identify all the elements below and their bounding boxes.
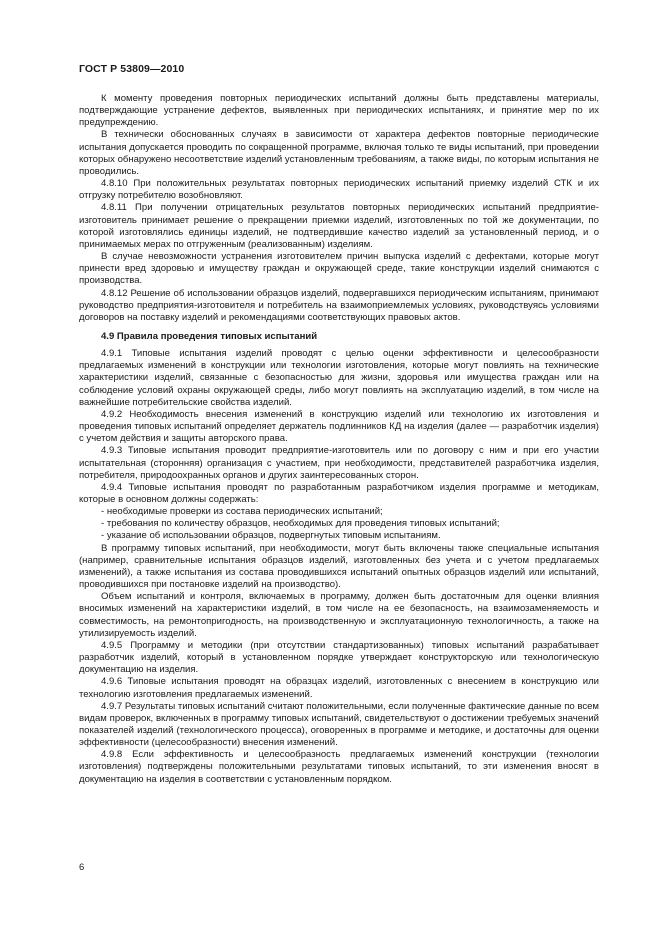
section-heading-4-9: 4.9 Правила проведения типовых испытаний	[101, 330, 318, 342]
paragraph-4-8-10: 4.8.10 При положительных результатах повторных периодических испытаний приемку изделий СТК и их отгрузку потребителю возобновляют.	[79, 178, 599, 202]
paragraph-4-9-6: 4.9.6 Типовые испытания проводят на образцах изделий, изготовленных с внесением в конструкцию или технологию изготовления предлагаемых изменений.	[79, 676, 599, 700]
list-item: - необходимые проверки из состава периодических испытаний;	[101, 506, 383, 518]
paragraph-4-8-11: 4.8.11 При получении отрицательных результатов повторных периодических испытаний предприятие-изготовитель принимает решение о прекращении приемки изделий, изготовленных по той же документации, по которой изготовлялись единицы изделий, не подтвердившие качество изделий за установленный период, и о принимаемых мерах по отгруженным (реализованным) изделиям.	[79, 202, 599, 250]
paragraph-4-9-2: 4.9.2 Необходимость внесения изменений в конструкцию изделий или технологию их изготовления и проведения типовых испытаний определяет держатель подлинников КД на изделия (далее — разработчик изделия) с учетом действия и защиты авторского права.	[79, 408, 599, 445]
paragraph-4-9-8: 4.9.8 Если эффективность и целесообразность предлагаемых изменений конструкции (технологии изготовления) подтверждены положительными результатами типовых испытаний, то эти изменения вносят в документацию на изделия в соответствии с установленным порядком.	[79, 749, 599, 785]
paragraph: К моменту проведения повторных периодических испытаний должны быть представлены материалы, подтверждающие устранение дефектов, выявленных при периодических испытаниях, и принятие мер по их предупреждению.	[79, 93, 599, 129]
paragraph-4-9-1: 4.9.1 Типовые испытания изделий проводят с целью оценки эффективности и целесообразности предлагаемых изменений в конструкции или технологии изготовления, которые могут повлиять на технические характеристики изделий, связанные с безопасностью для жизни, здоровья или имущества граждан или на соблюдение условий охраны окружающей среды, либо могут повлиять на эксплуатацию изделий, в том числе на важнейшие потребительские свойства изделий.	[79, 348, 599, 408]
paragraph-4-9-4: 4.9.4 Типовые испытания проводят по разработанным разработчиком изделия программе и методикам, которые в основном должны содержать:	[79, 481, 599, 505]
paragraph: В случае невозможности устранения изготовителем причин выпуска изделий с дефектами, которые могут принести вред здоровью и имуществу граждан и окружающей среде, такие конструкции изделий снимаются с производства.	[79, 251, 599, 287]
paragraph-4-8-12: 4.8.12 Решение об использовании образцов изделий, подвергавшихся периодическим испытаниям, принимают руководство предприятия-изготовителя и потребитель на взаимоприемлемых условиях, руководствуясь условиями договоров на поставку изделий и рекомендациями соответствующих правовых актов.	[79, 287, 599, 323]
list-item: - указание об использовании образцов, подвергнутых типовым испытаниям.	[101, 530, 441, 542]
paragraph-4-9-5: 4.9.5 Программу и методики (при отсутствии стандартизованных) типовых испытаний разрабатывает разработчик изделий, который в установленном порядке утверждает конструкторскую или технологическую документацию на изделия.	[79, 639, 599, 676]
paragraph: Объем испытаний и контроля, включаемых в программу, должен быть достаточным для оценки влияния вносимых изменений на характеристики изделий, в том числе на ее безопасность, на взаимозаменяемость и совместимость, на ремонтопригодность, на производственную и эксплуатационную технологичность, а также на утилизируемость изделий.	[79, 591, 599, 639]
document-header: ГОСТ Р 53809—2010	[79, 63, 185, 75]
paragraph: В технически обоснованных случаях в зависимости от характера дефектов повторные периодические испытания допускается проводить по сокращенной программе, включая только те виды испытаний, при проведении которых обнаружено несоответствие изделий установленным требованиям, а также виды, по которым испытания не проводились.	[79, 129, 599, 177]
paragraph: В программу типовых испытаний, при необходимости, могут быть включены также специальные испытания (например, сравнительные испытания образцов изделий, изготовленных без учета и с учетом предлагаемых изменений), а также испытания из состава проводившихся испытаний опытных образцов изделий или испытаний, проводившихся при постановке изделий на производство).	[79, 542, 599, 591]
list-item: - требования по количеству образцов, необходимых для проведения типовых испытаний;	[101, 518, 500, 530]
page-number: 6	[79, 862, 85, 873]
document-body	[79, 93, 599, 786]
paragraph-4-9-7: 4.9.7 Результаты типовых испытаний считают положительными, если полученные фактические данные по всем видам проверок, включенных в программу типовых испытаний, свидетельствуют о достижении требуемых значений показателей изделий (технологического процесса), оговоренных в программе и методике, и достаточны для оценки эффективности (целесообразности) внесения изменений.	[79, 700, 599, 749]
paragraph-4-9-3: 4.9.3 Типовые испытания проводит предприятие-изготовитель или по договору с ним и при его участии испытательная (сторонняя) организация с участием, при необходимости, представителей разработчика изделия, потребителя, природоохранных органов и других заинтересованных сторон.	[79, 445, 599, 481]
